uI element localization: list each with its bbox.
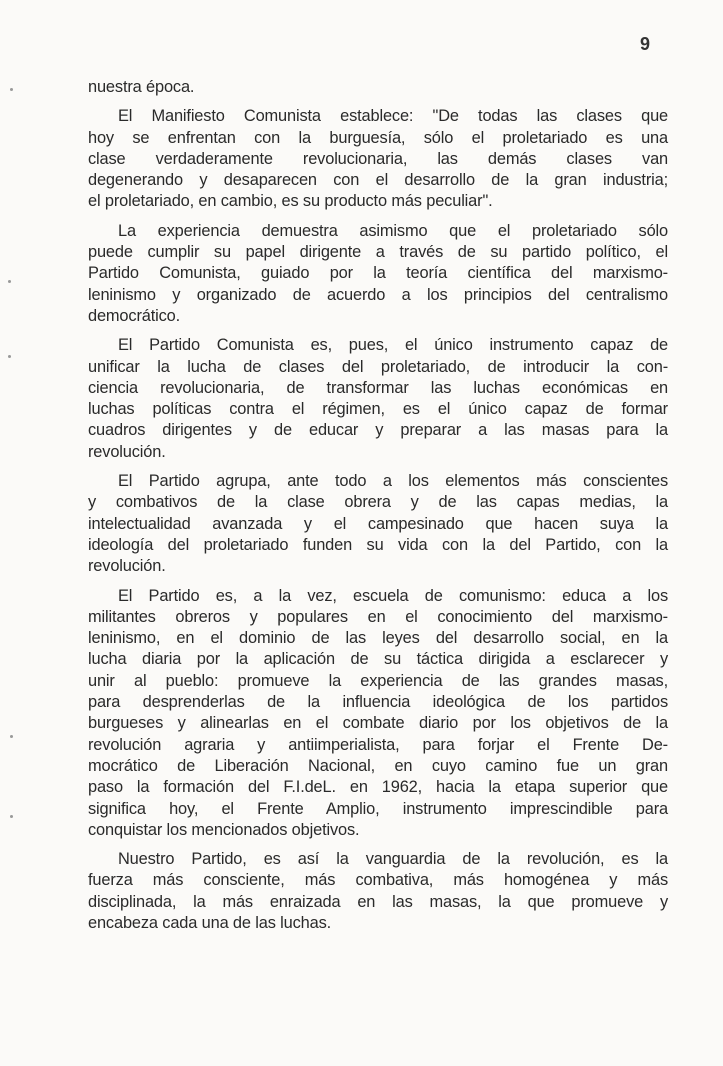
text-line: luchas políticas contra el régimen, es el único capaz de formar <box>88 400 668 419</box>
document-body <box>88 77 668 934</box>
paragraph <box>88 335 668 463</box>
scan-speck <box>10 88 13 91</box>
text-line: Partido Comunista, guiado por la teoría científica del marxismo- <box>88 264 668 283</box>
page-number: 9 <box>640 34 651 54</box>
text-line: intelectualidad avanzada y el campesinado que hacen suya la <box>88 514 668 533</box>
scan-speck <box>10 815 13 818</box>
text-line: conquistar los mencionados objetivos. <box>88 820 360 839</box>
text-line: unificar la lucha de clases del proletariado, de introducir la con- <box>88 357 668 376</box>
text-line: encabeza cada una de las luchas. <box>88 913 332 932</box>
text-line: paso la formación del F.I.deL. en 1962, hacia la etapa superior que <box>88 778 668 797</box>
text-line: unir al pueblo: promueve la experiencia de las grandes masas, <box>88 671 668 690</box>
text-line: puede cumplir su papel dirigente a través de su partido político, el <box>88 243 668 262</box>
text-line: La experiencia demuestra asimismo que el proletariado sólo <box>118 221 668 240</box>
paragraph <box>88 471 668 577</box>
text-line: ideología del proletariado funden su vida con la del Partido, con la <box>88 535 668 554</box>
text-line: para desprenderlas de la influencia ideológica de los partidos <box>88 693 668 712</box>
text-line: El Partido Comunista es, pues, el único instrumento capaz de <box>118 336 668 355</box>
scan-speck <box>10 735 13 738</box>
scan-speck <box>8 355 11 358</box>
text-line: El Partido agrupa, ante todo a los elementos más conscientes <box>118 472 668 491</box>
text-line: lucha diaria por la aplicación de su táctica dirigida a esclarecer y <box>88 650 668 669</box>
scan-speck <box>8 280 11 283</box>
text-line: mocrático de Liberación Nacional, en cuyo camino fue un gran <box>88 756 668 775</box>
text-line: y combativos de la clase obrera y de las capas medias, la <box>88 493 668 512</box>
text-line: El Manifiesto Comunista establece: "De todas las clases que <box>118 107 668 126</box>
text-line: revolución agraria y antiimperialista, para forjar el Frente De- <box>88 735 668 754</box>
text-line: ciencia revolucionaria, de transformar las luchas económicas en <box>88 378 668 397</box>
text-line: revolución. <box>88 557 166 576</box>
text-line: Nuestro Partido, es así la vanguardia de la revolución, es la <box>118 850 668 869</box>
text-line: burgueses y alinearlas en el combate diario por los objetivos de la <box>88 714 668 733</box>
text-line: significa hoy, el Frente Amplio, instrumento imprescindible para <box>88 799 668 818</box>
text-line: democrático. <box>88 306 181 325</box>
text-line: hoy se enfrentan con la burguesía, sólo el proletariado es una <box>88 128 668 147</box>
text-line: degenerando y desaparecen con el desarrollo de la gran industria; <box>88 171 668 190</box>
text-line: El Partido es, a la vez, escuela de comunismo: educa a los <box>118 586 668 605</box>
paragraph <box>88 106 668 212</box>
text-line: disciplinada, la más enraizada en las masas, la que promueve y <box>88 892 668 911</box>
text-line: clase verdaderamente revolucionaria, las demás clases van <box>88 149 668 168</box>
text-line: el proletariado, en cambio, es su producto más peculiar". <box>88 192 493 211</box>
text-line: fuerza más consciente, más combativa, más homogénea y más <box>88 871 668 890</box>
paragraph <box>88 221 668 327</box>
text-line: cuadros dirigentes y de educar y preparar a las masas para la <box>88 421 668 440</box>
text-line: militantes obreros y populares en el conocimiento del marxismo- <box>88 607 668 626</box>
text-line: nuestra época. <box>88 78 195 96</box>
paragraph <box>88 586 668 842</box>
text-line: revolución. <box>88 442 166 461</box>
text-line: leninismo y organizado de acuerdo a los principios del centralismo <box>88 285 668 304</box>
paragraph <box>88 849 668 934</box>
text-line: leninismo, en el dominio de las leyes del desarrollo social, en la <box>88 629 668 648</box>
paragraph <box>88 77 668 98</box>
